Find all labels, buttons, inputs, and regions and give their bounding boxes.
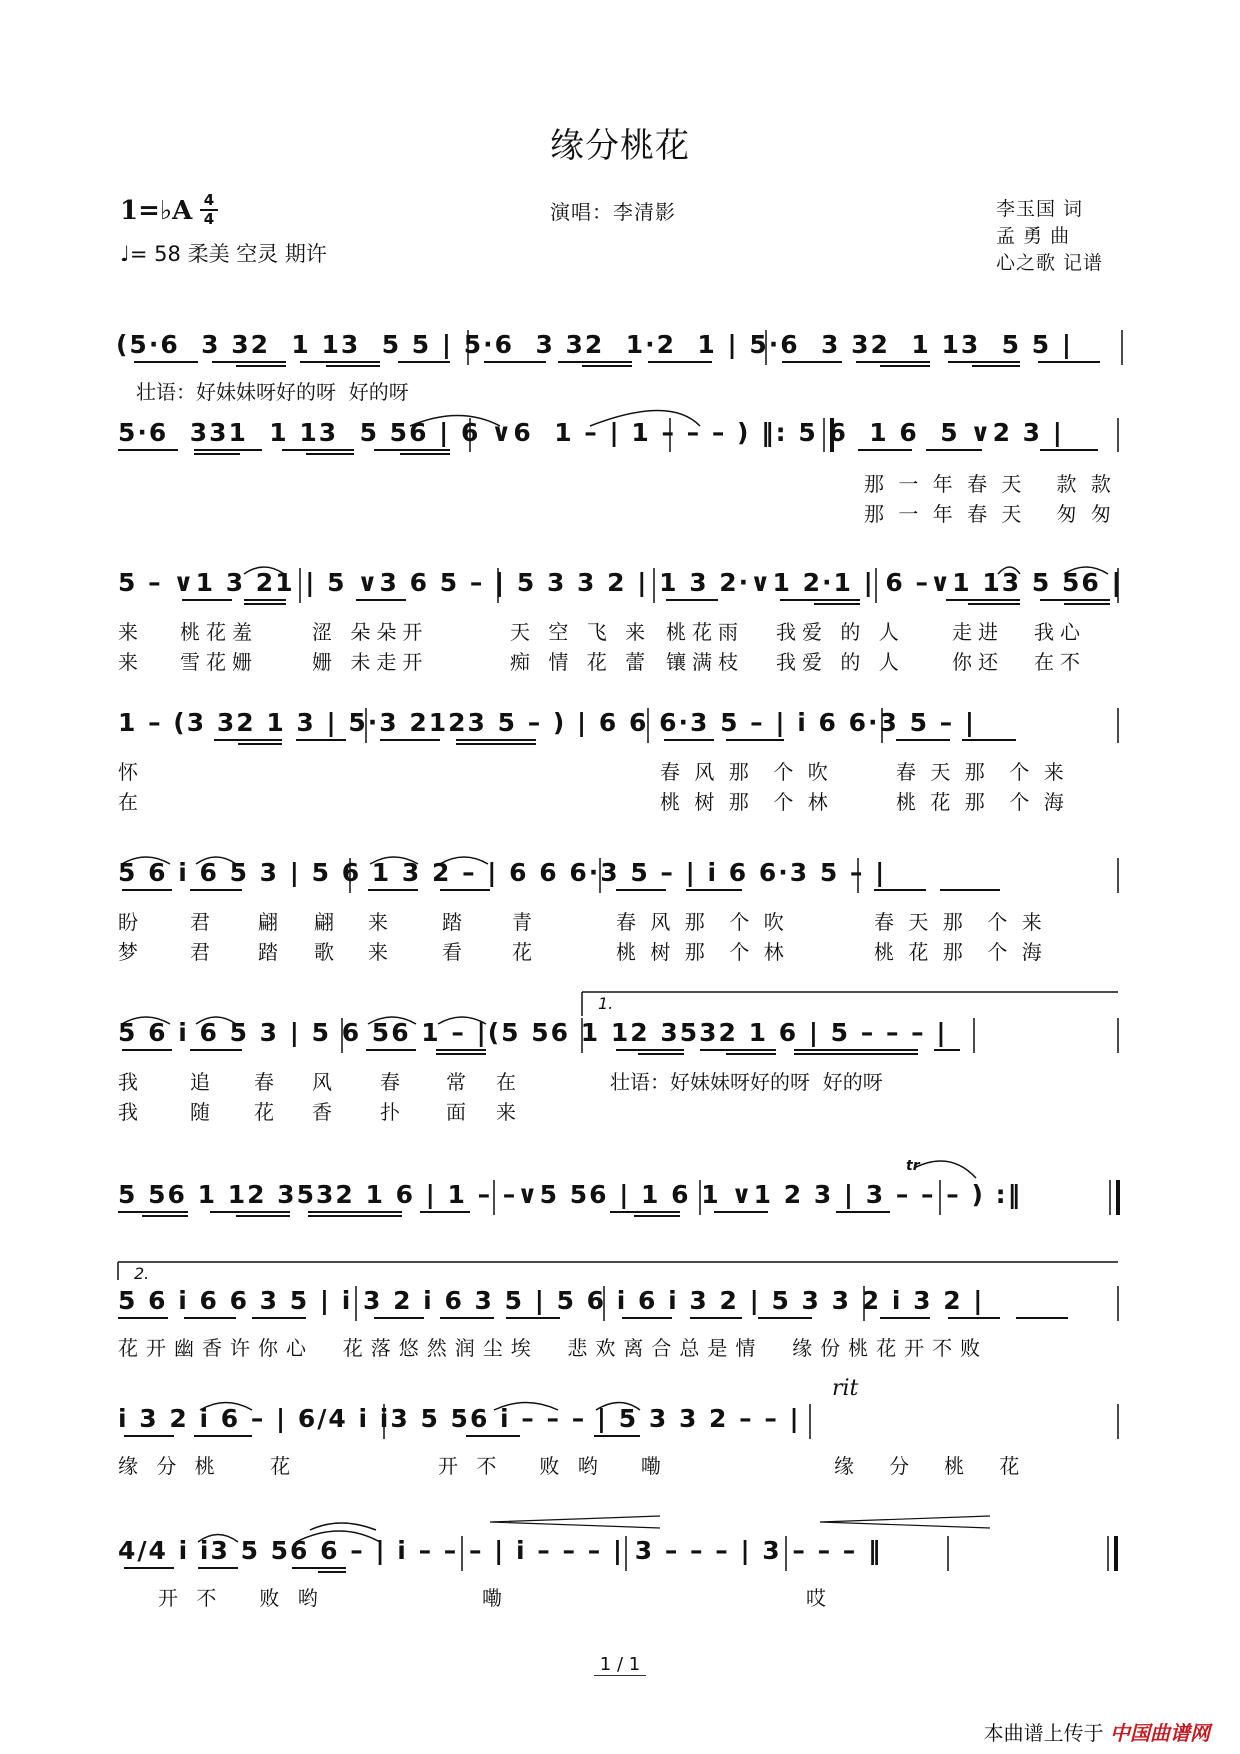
lyric-6b-7: 来 (496, 1100, 516, 1124)
lyric-4a-2: 春 风 那 个 吹 (660, 760, 832, 784)
lyric-5b-6: 看 (442, 940, 462, 964)
lyric-4b-3: 桃 花 那 个 海 (896, 790, 1068, 814)
staff-line-7: 5 56 1 12 3532 1 6 | 1 – –∨5 56 | 1 6 1 ∨1 2 3 | 3 – – – ) :‖ (118, 1180, 1023, 1209)
trill-marking: tr (906, 1158, 920, 1174)
score-title: 缘分桃花 (550, 126, 690, 166)
lyric-5b-8: 桃 树 那 个 林 (616, 940, 788, 964)
lyric-3b-6: 我爱 的 人 (776, 650, 905, 674)
lyric-6b-5: 扑 (380, 1100, 400, 1124)
lyric-5a-2: 君 (190, 910, 210, 934)
staff-line-6: 5 6 i 6 5 3 | 5 6 56 1 – |(5 56 1 12 3532 1 6 | 5 – – – | (118, 1018, 948, 1047)
spoken-line-1: 壮语：好妹妹呀好的呀 好的呀 (136, 380, 409, 404)
staff-line-4: 1 – (3 32 1 3 | 5·3 2123 5 – ) | 6 6 6·3 5 – | i 6 6·3 5 – | (118, 708, 977, 737)
lyric-5b-5: 来 (368, 940, 388, 964)
lyric-3a-1: 来 (118, 620, 138, 644)
lyric-6a-7: 在 (496, 1070, 516, 1094)
key-signature: 1=♭A (120, 196, 193, 226)
lyric-5a-5: 来 (368, 910, 388, 934)
upload-brand[interactable]: 中国曲谱网 (1110, 1721, 1210, 1745)
lyric-3b-2: 雪花姗 (180, 650, 258, 674)
lyric-6b-4: 香 (312, 1100, 332, 1124)
lyric-2b: 那 一 年 春 天 匆 匆 (864, 502, 1115, 526)
lyric-5a-6: 踏 (442, 910, 462, 934)
lyric-5b-2: 君 (190, 940, 210, 964)
lyric-3a-2: 桃花羞 (180, 620, 258, 644)
lyric-6a-3: 春 (254, 1070, 274, 1094)
lyric-10-3: 哎 (806, 1586, 826, 1610)
lyric-4b-2: 桃 树 那 个 林 (660, 790, 832, 814)
lyric-6a-6: 常 (446, 1070, 466, 1094)
lyric-6b-1: 我 (118, 1100, 138, 1124)
upload-prefix: 本曲谱上传于 (983, 1721, 1104, 1745)
rhythm-beams (118, 362, 1110, 1572)
staff-line-2: 5·6 331 1 13 5 56 | 6 ∨6 1 – | 1 – – – ) ‖: 5 6 1 6 5 ∨2 3 | (118, 418, 1064, 447)
lyric-5a-9: 春 天 那 个 来 (874, 910, 1046, 934)
lyric-10-2: 嘞 (482, 1586, 502, 1610)
ending-1-label: 1. (598, 994, 614, 1013)
lyric-3a-4: 天 空 飞 来 (510, 620, 652, 644)
lyric-3a-8: 我心 (1034, 620, 1086, 644)
lyric-3a-6: 我爱 的 人 (776, 620, 905, 644)
lyric-6a-5: 春 (380, 1070, 400, 1094)
dynamics-hairpins (490, 1516, 990, 1528)
lyric-3a-3: 涩 朵朵开 (312, 620, 429, 644)
lyric-3b-4: 痴 情 花 蕾 (510, 650, 652, 674)
staff-line-3: 5 – ∨1 3 21 | 5 ∨3 6 5 – | 5 3 3 2 | 1 3 2·∨1 2·1 | 6 –∨1 13 5 56 | (118, 568, 1123, 597)
page-number (0, 1654, 1240, 1675)
lyric-6a-2: 追 (190, 1070, 210, 1094)
time-signature-top: 4 (203, 191, 215, 209)
lyric-5a-8: 春 风 那 个 吹 (616, 910, 788, 934)
lyric-5b-1: 梦 (118, 940, 138, 964)
lyric-3b-5: 镶满枝 (666, 650, 744, 674)
spoken-line-2: 壮语：好妹妹呀好的呀 好的呀 (610, 1070, 883, 1094)
lyric-6b-2: 随 (190, 1100, 210, 1124)
lyric-3b-8: 在不 (1034, 650, 1086, 674)
composer-credit: 孟 勇 曲 (996, 225, 1071, 247)
lyric-4a-1: 怀 (118, 760, 138, 784)
lyric-6a-1: 我 (118, 1070, 138, 1094)
lyric-6b-3: 花 (254, 1100, 274, 1124)
lyric-5a-7: 青 (512, 910, 532, 934)
lyric-8: 花开幽香许你心 花落悠然润尘埃 悲欢离合总是情 缘份桃花开不败 (118, 1336, 989, 1360)
lyric-4a-3: 春 天 那 个 来 (896, 760, 1068, 784)
lyric-3b-7: 你还 (952, 650, 1004, 674)
lyric-5a-4: 翩 (314, 910, 334, 934)
lyric-5b-9: 桃 花 那 个 海 (874, 940, 1046, 964)
transcriber-credit: 心之歌 记谱 (996, 252, 1104, 274)
lyric-5a-3: 翩 (258, 910, 278, 934)
lyric-5b-4: 歌 (314, 940, 334, 964)
lyric-3a-7: 走进 (952, 620, 1004, 644)
page-number-text: 1 / 1 (594, 1654, 646, 1676)
ending-2-label: 2. (134, 1264, 150, 1283)
lyric-10-1: 开 不 败 哟 (158, 1586, 324, 1610)
staff-line-8: 5 6 i 6 6 3 5 | i 3 2 i 6 3 5 | 5 6 i 6 i 3 2 | 5 3 3 2 i 3 2 | (118, 1286, 985, 1315)
time-signature-bottom: 4 (200, 209, 218, 228)
rit-marking: rit (832, 1376, 859, 1401)
staff-line-10: 4/4 i i3 5 56 6 – | i – – – | i – – – | 3 – – – | 3 – – – ‖ (118, 1536, 883, 1565)
staff-line-1: (5·6 3 32 1 13 5 5 | 5·6 3 32 1·2 1 | 5·6 3 32 1 13 5 5 | (116, 330, 1073, 359)
lyric-3b-3: 姗 未走开 (312, 650, 429, 674)
singer-credit: 演唱：李清影 (550, 200, 676, 224)
staff-line-9: i 3 2 i 6 – | 6/4 i i3 5 56 i – – – | 5 3 3 2 – – | (118, 1404, 801, 1433)
lyric-3a-5: 桃花雨 (666, 620, 744, 644)
lyricist-credit: 李玉国 词 (996, 198, 1084, 220)
tempo-marking: ♩= 58 柔美 空灵 期许 (120, 242, 327, 266)
lyric-9-2: 开 不 败 哟 嘞 (438, 1454, 667, 1478)
lyric-9-1: 缘 分 桃 花 (118, 1454, 297, 1478)
lyric-5a-1: 盼 (118, 910, 138, 934)
lyric-3b-1: 来 (118, 650, 138, 674)
lyric-4b-1: 在 (118, 790, 138, 814)
lyric-6b-6: 面 (446, 1100, 466, 1124)
lyric-5b-7: 花 (512, 940, 532, 964)
lyric-9-3: 缘 分 桃 花 (834, 1454, 1024, 1478)
lyric-5b-3: 踏 (258, 940, 278, 964)
upload-footer (984, 1717, 1210, 1746)
staff-line-5: 5 6 i 6 5 3 | 5 6 1 3 2 – | 6 6 6·3 5 – | i 6 6·3 5 – | (118, 858, 887, 887)
lyric-2a: 那 一 年 春 天 款 款 (864, 472, 1115, 496)
lyric-6a-4: 风 (312, 1070, 332, 1094)
